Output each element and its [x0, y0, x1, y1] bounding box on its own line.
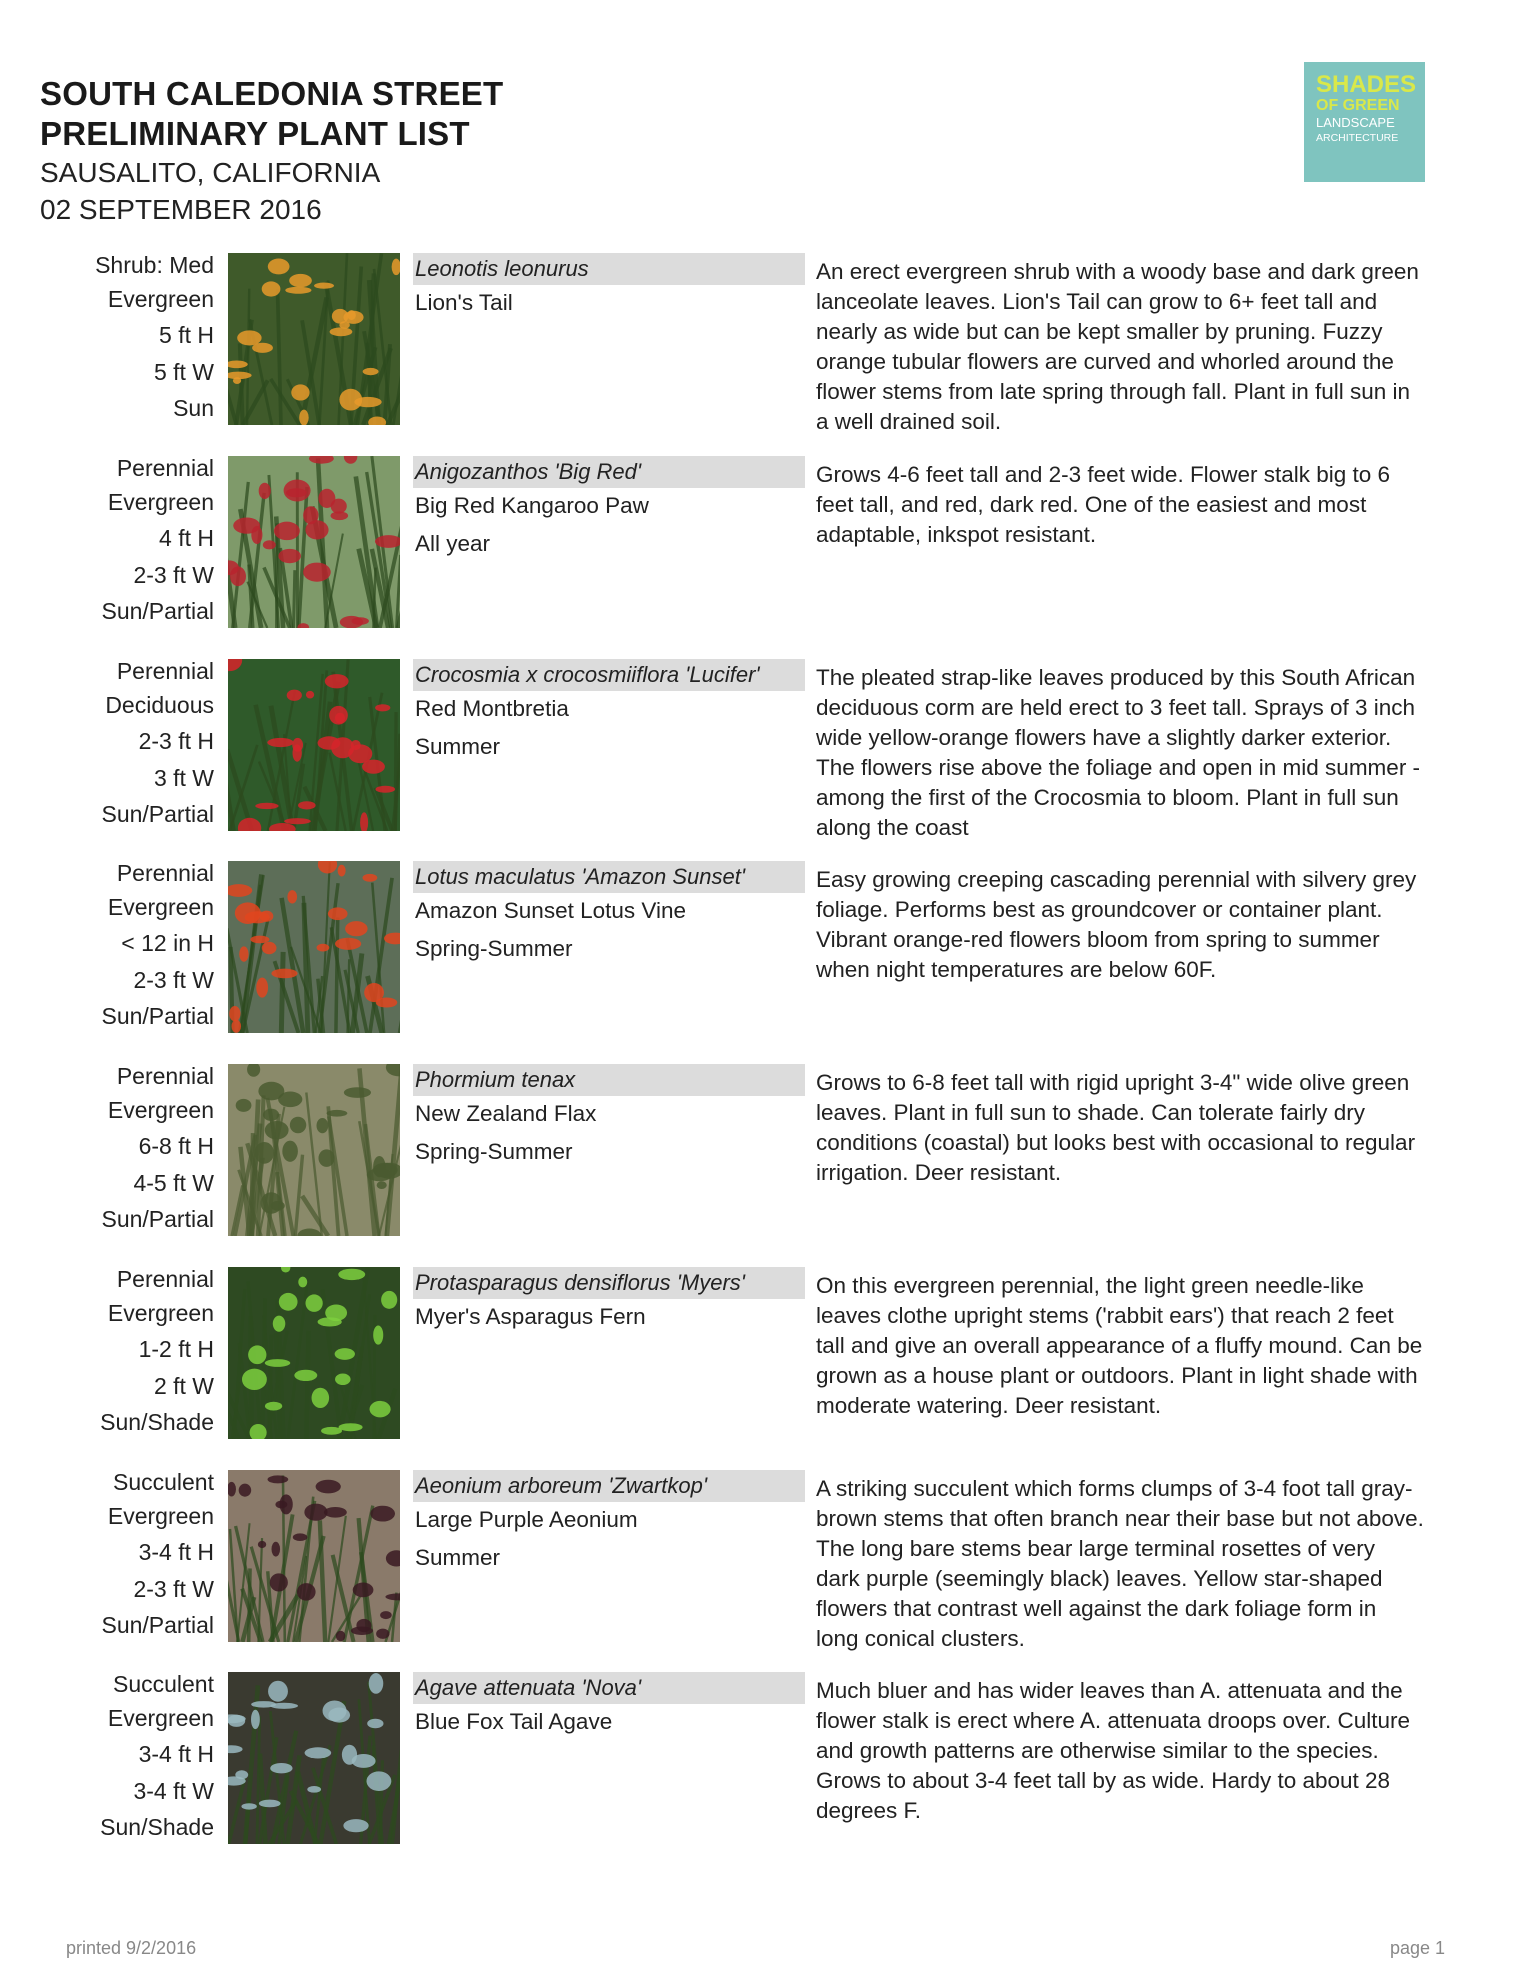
plant-habit: Evergreen: [107, 286, 214, 312]
plant-names: [413, 1064, 805, 1168]
plant-photo: [228, 253, 400, 425]
plant-type: Perennial: [116, 860, 214, 886]
plant-entry: [0, 251, 1530, 434]
plant-height: 6-8 ft H: [138, 1133, 214, 1159]
logo-line-2: OF GREEN: [1316, 97, 1400, 114]
title-line-2: PRELIMINARY PLANT LIST: [40, 115, 470, 152]
plant-photo: [228, 861, 400, 1033]
company-logo: [1304, 62, 1425, 182]
scientific-name: Leonotis leonurus: [413, 253, 805, 285]
common-name: Amazon Sunset Lotus Vine: [415, 898, 687, 923]
plant-type: Succulent: [112, 1671, 214, 1697]
plant-names: [413, 456, 805, 560]
plant-exposure: Sun/Partial: [101, 801, 214, 827]
plant-photo: [228, 1672, 400, 1844]
plant-width: 2-3 ft W: [133, 967, 214, 993]
plant-exposure: Sun/Shade: [100, 1814, 214, 1840]
logo-line-3: LANDSCAPE: [1316, 115, 1395, 130]
plant-height: 5 ft H: [159, 322, 214, 348]
plant-entry: [0, 859, 1530, 1039]
document-header: [40, 74, 503, 228]
plant-height: < 12 in H: [121, 930, 214, 956]
plant-width: 2-3 ft W: [133, 1576, 214, 1602]
plant-photo: [228, 659, 400, 831]
plant-type: Shrub: Med: [95, 252, 214, 278]
title-line-1: SOUTH CALEDONIA STREET: [40, 75, 504, 112]
plant-width: 5 ft W: [153, 359, 214, 385]
common-name: Red Montbretia: [415, 696, 569, 721]
plant-names: [413, 1672, 805, 1738]
plant-height: 3-4 ft H: [138, 1741, 214, 1767]
plant-habit: Evergreen: [107, 894, 214, 920]
printed-date: printed 9/2/2016: [66, 1938, 197, 1958]
plant-exposure: Sun/Partial: [101, 1206, 214, 1232]
plant-entry: [0, 1062, 1530, 1242]
plant-habit: Evergreen: [107, 1300, 214, 1326]
plant-type: Perennial: [116, 1266, 214, 1292]
plant-names: [413, 1267, 805, 1333]
plant-entry: [0, 454, 1530, 634]
plant-names: [413, 861, 805, 965]
logo-line-4: ARCHITECTURE: [1316, 132, 1399, 144]
plant-type: Perennial: [116, 658, 214, 684]
bloom-season: Spring-Summer: [415, 936, 573, 961]
plant-habit: Evergreen: [107, 1705, 214, 1731]
plant-type: Perennial: [116, 455, 214, 481]
logo-line-1: SHADES: [1316, 71, 1417, 98]
plant-height: 3-4 ft H: [138, 1539, 214, 1565]
plant-habit: Evergreen: [107, 1503, 214, 1529]
plant-type: Succulent: [112, 1469, 214, 1495]
plant-exposure: Sun/Partial: [101, 1612, 214, 1638]
plant-entry: [0, 1670, 1530, 1850]
scientific-name: Phormium tenax: [413, 1064, 805, 1096]
plant-photo: [228, 456, 400, 628]
bloom-season: Summer: [415, 1545, 501, 1570]
common-name: New Zealand Flax: [415, 1101, 597, 1126]
plant-description: Easy growing creeping cascading perennial with silvery grey foliage. Performs best as groundcover or container plant. Vibrant orange-red flowers bloom from spring to summer when night temperatures are below 60F.: [816, 867, 1417, 982]
document-date: 02 SEPTEMBER 2016: [40, 194, 322, 225]
scientific-name: Anigozanthos 'Big Red': [413, 456, 805, 488]
plant-height: 4 ft H: [159, 525, 214, 551]
plant-habit: Deciduous: [105, 692, 214, 718]
plant-type: Perennial: [116, 1063, 214, 1089]
plant-width: 2-3 ft W: [133, 562, 214, 588]
plant-exposure: Sun/Shade: [100, 1409, 214, 1435]
common-name: Blue Fox Tail Agave: [415, 1709, 613, 1734]
plant-entry: [0, 1468, 1530, 1651]
plant-description: Grows to 6-8 feet tall with rigid upright 3-4" wide olive green leaves. Plant in full sun to shade. Can tolerate fairly dry conditions (coastal) but looks best with occasional to regular irrigation. Deer resistant.: [816, 1070, 1416, 1185]
scientific-name: Agave attenuata 'Nova': [413, 1672, 805, 1704]
page-number: page 1: [1389, 1938, 1445, 1958]
common-name: Big Red Kangaroo Paw: [415, 493, 649, 518]
plant-width: 2 ft W: [153, 1373, 214, 1399]
plant-width: 3 ft W: [153, 765, 214, 791]
plant-habit: Evergreen: [107, 489, 214, 515]
plant-height: 1-2 ft H: [138, 1336, 214, 1362]
plant-description: Grows 4-6 feet tall and 2-3 feet wide. Flower stalk big to 6 feet tall, and red, dark red. One of the easiest and most adaptable, inkspot resistant.: [816, 462, 1391, 547]
plant-width: 4-5 ft W: [133, 1170, 214, 1196]
plant-height: 2-3 ft H: [138, 728, 214, 754]
plant-description: On this evergreen perennial, the light green needle-like leaves clothe upright stems ('rabbit ears') that reach 2 feet tall and give an overall appearance of a fluffy mound. Can be grown as a house plant or outdoors. Plant in light shade with moderate watering. Deer resistant.: [816, 1273, 1423, 1418]
scientific-name: Aeonium arboreum 'Zwartkop': [413, 1470, 805, 1502]
plant-entry: [0, 1265, 1530, 1445]
location: SAUSALITO, CALIFORNIA: [40, 157, 381, 188]
bloom-season: Spring-Summer: [415, 1139, 573, 1164]
common-name: Myer's Asparagus Fern: [415, 1304, 646, 1329]
common-name: Lion's Tail: [415, 290, 513, 315]
common-name: Large Purple Aeonium: [415, 1507, 638, 1532]
bloom-season: All year: [415, 531, 491, 556]
plant-entry: [0, 657, 1530, 840]
plant-habit: Evergreen: [107, 1097, 214, 1123]
plant-description: The pleated strap-like leaves produced by this South African deciduous corm are held erect to 3 feet tall. Sprays of 3 inch wide yellow-orange flowers have a slightly darker exterior. The flowers rise above the foliage and open in mid summer - among the first of the Crocosmia to bloom. Plant in full sun along the coast: [816, 665, 1421, 840]
plant-photo: [228, 1470, 400, 1642]
bloom-season: Summer: [415, 734, 501, 759]
plant-photo: [228, 1064, 400, 1236]
plant-names: [413, 659, 805, 763]
plant-exposure: Sun: [173, 395, 214, 421]
plant-exposure: Sun/Partial: [101, 1003, 214, 1029]
scientific-name: Protasparagus densiflorus 'Myers': [413, 1267, 805, 1299]
plant-description: Much bluer and has wider leaves than A. attenuata and the flower stalk is erect where A. attenuata droops over. Culture and growth patterns are otherwise similar to the species. Grows to about 3-4 feet tall by as wide. Hardy to about 28 degrees F.: [816, 1678, 1411, 1823]
scientific-name: Lotus maculatus 'Amazon Sunset': [413, 861, 805, 893]
plant-description: An erect evergreen shrub with a woody base and dark green lanceolate leaves. Lion's Tail can grow to 6+ feet tall and nearly as wide but can be kept smaller by pruning. Fuzzy orange tubular flowers are curved and whorled around the flower stems from late spring through fall. Plant in full sun in a well drained soil.: [816, 259, 1419, 434]
plant-photo: [228, 1267, 400, 1439]
plant-names: [413, 253, 805, 319]
plant-exposure: Sun/Partial: [101, 598, 214, 624]
plant-names: [413, 1470, 805, 1574]
scientific-name: Crocosmia x crocosmiiflora 'Lucifer': [413, 659, 805, 691]
plant-description: A striking succulent which forms clumps of 3-4 foot tall gray-brown stems that often branch near their base but not above. The long bare stems bear large terminal rosettes of very dark purple (seemingly black) leaves. Yellow star-shaped flowers that contrast well against the dark foliage form in long conical clusters.: [816, 1476, 1424, 1651]
plant-width: 3-4 ft W: [133, 1778, 214, 1804]
